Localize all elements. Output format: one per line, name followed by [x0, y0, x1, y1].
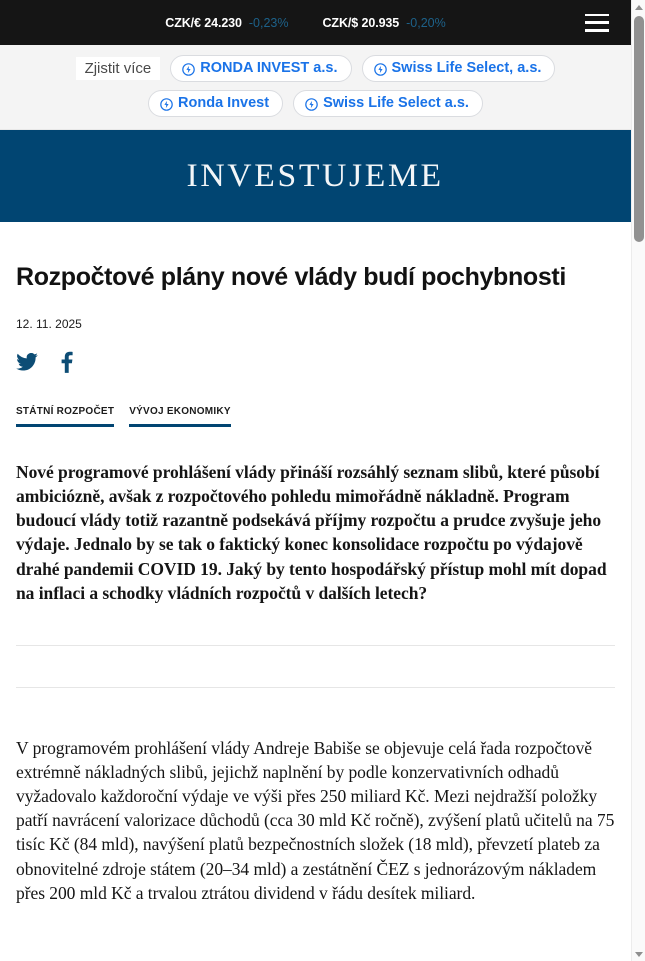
twitter-icon[interactable] — [16, 353, 38, 371]
scrollbar-thumb[interactable] — [634, 16, 644, 242]
share-row — [16, 350, 615, 374]
promo-strip — [0, 45, 631, 130]
promo-row-2 — [0, 90, 631, 117]
promo-pill-ronda-invest[interactable] — [148, 90, 283, 117]
page-title: Rozpočtové plány nové vlády budí pochybnosti — [16, 263, 566, 291]
hamburger-bar-1 — [585, 14, 609, 17]
vertical-scrollbar[interactable] — [631, 0, 645, 961]
ticker-items — [165, 16, 445, 30]
promo-pill-label: Swiss Life Select a.s. — [323, 95, 469, 111]
hamburger-bar-2 — [585, 21, 609, 24]
tag-vyvoj-ekonomiky[interactable]: VÝVOJ EKONOMIKY — [129, 406, 231, 427]
promo-pill-swiss-life-select-as[interactable] — [362, 55, 556, 82]
scroll-up-arrow[interactable] — [632, 0, 645, 14]
ticker-item-usd[interactable] — [323, 16, 446, 30]
hamburger-icon[interactable] — [585, 14, 609, 32]
hamburger-bar-3 — [585, 29, 609, 32]
article-date: 12. 11. 2025 — [16, 317, 82, 331]
promo-pill-label: Swiss Life Select, a.s. — [391, 60, 542, 76]
promo-row-1 — [0, 55, 631, 82]
promo-lead-label: Zjistit více — [76, 57, 161, 80]
site-logo[interactable]: INVESTUJEME — [186, 157, 445, 194]
content-divider-bottom — [16, 687, 615, 688]
promo-pill-swiss-life-select[interactable] — [293, 90, 483, 117]
ticker-label-eur: CZK/€ 24.230 — [165, 15, 242, 30]
bolt-circle-icon — [374, 63, 387, 76]
ticker-change-eur: -0,23% — [248, 15, 289, 30]
scroll-down-arrow[interactable] — [632, 947, 645, 961]
promo-pill-label: RONDA INVEST a.s. — [200, 60, 338, 76]
facebook-icon[interactable] — [61, 351, 73, 373]
article-body-paragraph: V programovém prohlášení vlády Andreje Babiše se objevuje celá řada rozpočtově extrémně nákladných slibů, jejichž naplnění by podle konzervativních odhadů vyžadovalo každoroční výdaje ve výši přes 250 miliard Kč. Mezi nejdražší položky patří navrácení valorizace důchodů (cca 30 mld Kč ročně), zvýšení platů učitelů na 75 tisíc Kč (84 mld), navýšení platů bezpečnostních složek (18 mld), převzetí plateb za obnovitelné zdroje státem (20–34 mld) a zestátnění ČEZ s jednorázovým nákladem přes 200 mld Kč a trvalou ztrátou dividend v řádu desítek miliard. — [16, 737, 615, 903]
ticker-item-eur[interactable] — [165, 16, 288, 30]
content-divider-top — [16, 645, 615, 646]
tag-statni-rozpocet[interactable]: STÁTNÍ ROZPOČET — [16, 406, 114, 427]
article-container — [0, 262, 631, 905]
site-header-band — [0, 130, 631, 222]
promo-pill-label: Ronda Invest — [178, 95, 270, 111]
bolt-circle-icon — [182, 63, 195, 76]
bolt-circle-icon — [160, 98, 173, 111]
bolt-circle-icon — [305, 98, 318, 111]
ticker-change-usd: -0,20% — [406, 15, 446, 30]
promo-pill-ronda-invest-as[interactable] — [170, 55, 351, 82]
article-perex: Nové programové prohlášení vlády přináší rozsáhlý seznam slibů, které působí ambiciózně, avšak z rozpočtového pohledu mimořádně nákladně. Program budoucí vlády totiž razantně podsekává příjmy rozpočtu a prudce zvyšuje jeho výdaje. Jednalo by se tak o faktický konec konsolidace rozpočtu po výdajově drahé pandemii COVID 19. Jaký by tento hospodářský přístup mohl mít dopad na inflaci a schodky vládních rozpočtů v dalších letech? — [16, 462, 607, 603]
article-tags — [16, 406, 615, 427]
ticker-label-usd: CZK/$ 20.935 — [322, 15, 400, 30]
currency-ticker-bar — [0, 0, 631, 45]
